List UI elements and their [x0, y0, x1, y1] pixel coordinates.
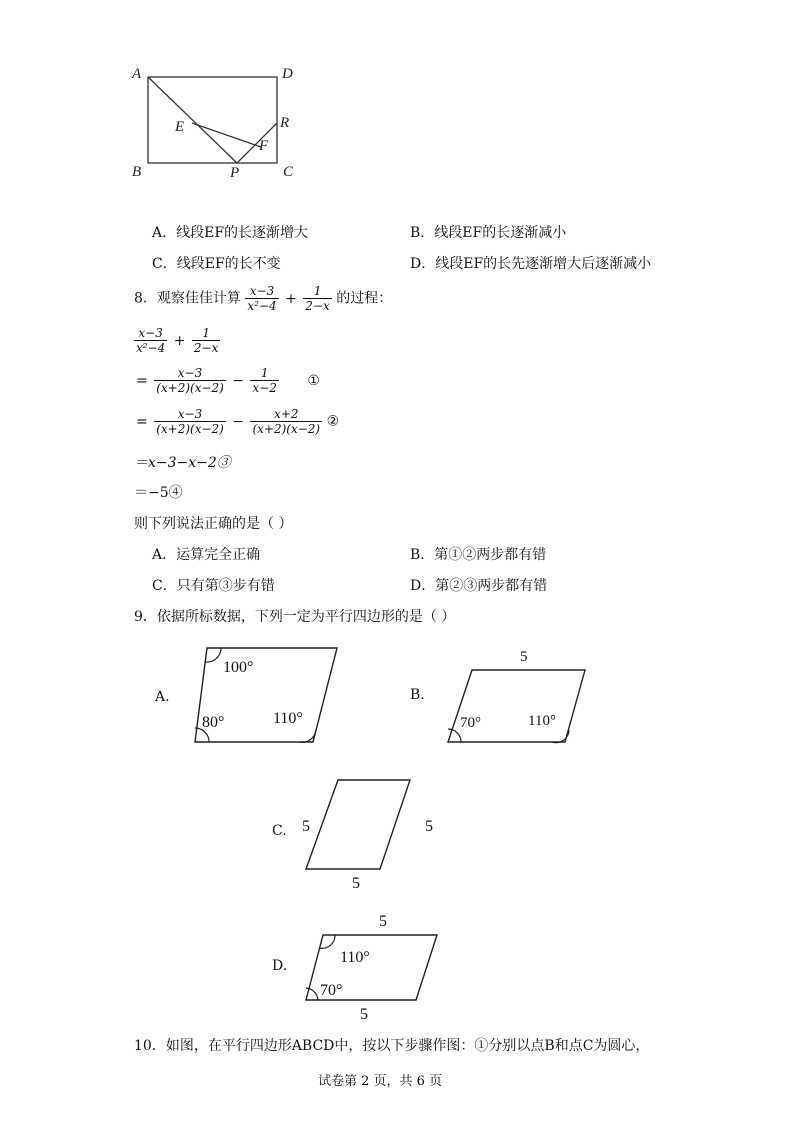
label-c: C: [283, 164, 294, 180]
numerator: x−3: [138, 326, 163, 340]
parallelogram-d: [300, 908, 450, 1028]
minus-sign: −: [232, 413, 245, 430]
q8-option-b[interactable]: [410, 546, 546, 564]
option-letter: C．: [152, 256, 177, 272]
plus-sign: +: [285, 290, 297, 307]
rectangle-figure: [120, 60, 320, 190]
option-letter: D．: [410, 578, 436, 594]
q8-step2: [134, 407, 339, 436]
plus-sign: +: [173, 332, 186, 349]
label-f: F: [259, 138, 269, 154]
side-label: 5: [302, 818, 310, 835]
q8-step3: ＝x−3−x−2③: [134, 455, 231, 471]
denominator: x−2: [252, 381, 277, 395]
option-text: 线段EF的长逐渐减小: [434, 225, 567, 241]
segment-pr: [237, 123, 277, 163]
q8-option-c[interactable]: [152, 577, 275, 595]
denominator: (x+2)(x−2): [252, 422, 321, 436]
side-label: 5: [520, 649, 528, 665]
numerator: x−3: [177, 407, 203, 421]
numerator: x−3: [249, 284, 275, 298]
fraction: [154, 407, 226, 436]
denominator: 2−x: [193, 341, 219, 355]
numerator: 1: [260, 366, 269, 380]
fraction: [303, 284, 331, 313]
q8-step1: [134, 366, 320, 395]
equals-sign: =: [136, 372, 148, 389]
denominator: (x+2)(x−2): [156, 381, 224, 395]
angle-label: 70°: [320, 982, 343, 999]
q7-option-a[interactable]: [152, 224, 308, 242]
fraction: [134, 326, 167, 355]
q8-stem: [134, 284, 392, 313]
angle-label: 100°: [223, 659, 254, 676]
rhombus-c: [298, 775, 448, 895]
denominator: 2−x: [305, 299, 330, 313]
option-text: 只有第③步有错: [176, 578, 275, 594]
option-text: 线段EF的长不变: [176, 256, 281, 272]
side-label: 5: [352, 875, 360, 892]
label-a: A: [132, 66, 142, 82]
option-letter: A．: [152, 547, 177, 563]
q7-option-d[interactable]: [410, 255, 651, 273]
option-text: 运算完全正确: [176, 547, 261, 563]
option-text: 第②③两步都有错: [435, 578, 548, 594]
q9-option-b-label[interactable]: B.: [410, 687, 425, 703]
option-text: 线段EF的长逐渐增大: [176, 225, 309, 241]
angle-label: 70°: [460, 715, 481, 731]
fraction: [192, 326, 220, 355]
segment-ef: [192, 123, 261, 147]
q9-stem: 9．依据所标数据，下列一定为平行四边形的是（ ）: [134, 609, 456, 625]
side-label: 5: [425, 818, 433, 835]
fraction: [245, 284, 278, 313]
q10-stem: 10．如图，在平行四边形ABCD中，按以下步骤作图：①分别以点B和点C为圆心，: [134, 1038, 650, 1054]
step-marker: ①: [307, 372, 320, 389]
option-letter: D．: [410, 256, 436, 272]
angle-label: 110°: [273, 710, 303, 727]
equals-sign: =: [136, 413, 148, 430]
q7-option-c[interactable]: [152, 255, 281, 273]
q8-step4: ＝−5④: [134, 485, 183, 501]
step-marker: ②: [326, 413, 340, 430]
q8-question: 则下列说法正确的是（ ）: [134, 516, 293, 532]
angle-label: 110°: [340, 949, 370, 966]
label-r: R: [280, 115, 290, 131]
q9-option-a-label[interactable]: A.: [155, 689, 170, 705]
q8-option-a[interactable]: [152, 546, 260, 564]
numerator: 1: [313, 284, 322, 298]
minus-sign: −: [232, 372, 245, 389]
fraction: [250, 366, 278, 395]
parallelogram-a: [185, 640, 345, 750]
rectangle-abcd: [148, 77, 277, 163]
q8-suffix: 的过程：: [336, 290, 393, 307]
side-label: 5: [379, 913, 387, 930]
option-letter: B．: [410, 547, 435, 563]
option-letter: B．: [410, 225, 435, 241]
label-e: E: [175, 119, 185, 135]
fraction: [154, 366, 226, 395]
denominator: x²−4: [136, 341, 166, 355]
option-letter: A．: [152, 225, 177, 241]
numerator: x−3: [177, 366, 203, 380]
label-d: D: [282, 66, 293, 82]
side-label: 5: [360, 1006, 368, 1023]
numerator: 1: [202, 326, 210, 340]
denominator: x²−4: [247, 299, 277, 313]
q8-expression: [134, 326, 220, 355]
q9-option-d-label[interactable]: D.: [272, 958, 288, 974]
q7-option-b[interactable]: [410, 224, 566, 242]
page-footer: 试卷第 2 页，共 6 页: [318, 1074, 443, 1089]
option-text: 线段EF的长先逐渐增大后逐渐减小: [435, 256, 652, 272]
angle-label: 110°: [528, 713, 556, 729]
parallelogram-b: [440, 645, 600, 750]
label-p: P: [230, 165, 240, 181]
angle-label: 80°: [202, 714, 225, 731]
option-letter: C．: [152, 578, 177, 594]
denominator: (x+2)(x−2): [156, 422, 224, 436]
numerator: x+2: [274, 407, 299, 421]
fraction: [250, 407, 322, 436]
segment-ap: [148, 77, 237, 163]
option-text: 第①②两步都有错: [434, 547, 547, 563]
label-b: B: [132, 164, 142, 180]
q8-prefix: 8．观察佳佳计算: [134, 290, 241, 307]
q8-option-d[interactable]: [410, 577, 547, 595]
q9-option-c-label[interactable]: C.: [272, 823, 287, 839]
